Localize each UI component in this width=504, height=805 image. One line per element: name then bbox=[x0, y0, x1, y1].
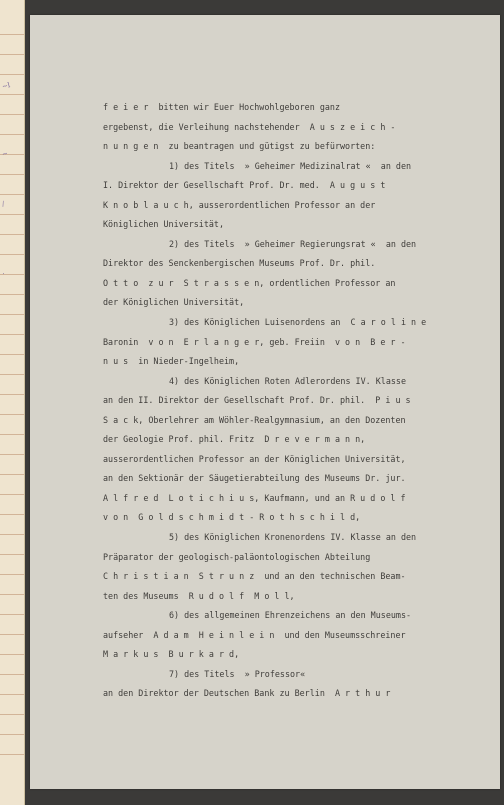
text-line: M a r k u s B u r k a r d, bbox=[103, 649, 240, 660]
strip-rule bbox=[0, 594, 24, 595]
handwriting-mark: ~ bbox=[1, 149, 9, 159]
strip-rule bbox=[0, 294, 24, 295]
text-line: Direktor des Senckenbergischen Museums Prof. Dr. phil. bbox=[103, 258, 376, 269]
text-line: n u s in Nieder-Ingelheim, bbox=[103, 356, 240, 367]
text-line: O t t o z u r S t r a s s e n, ordentlichen Professor an bbox=[103, 277, 396, 288]
text-line: an den Direktor der Deutschen Bank zu Berlin A r t h u r bbox=[103, 688, 391, 699]
strip-rule bbox=[0, 634, 24, 635]
strip-rule bbox=[0, 74, 24, 75]
strip-rule bbox=[0, 654, 24, 655]
strip-rule bbox=[0, 354, 24, 355]
strip-rule bbox=[0, 374, 24, 375]
text-line: 7) des Titels » Professor« bbox=[169, 668, 306, 679]
text-line: 1) des Titels » Geheimer Medizinalrat « an den bbox=[169, 160, 412, 171]
strip-rule bbox=[0, 754, 24, 755]
text-line: ausserordentlichen Professor an der Königlichen Universität, bbox=[103, 453, 406, 464]
text-line: Königlichen Universität, bbox=[103, 219, 225, 230]
text-line: der Geologie Prof. phil. Fritz D r e v e r m a n n, bbox=[103, 434, 366, 445]
text-line: v o n G o l d s c h m i d t - R o t h s c h i l d, bbox=[103, 512, 361, 523]
strip-rule bbox=[0, 574, 24, 575]
text-line: ten des Museums R u d o l f M o l l, bbox=[103, 590, 295, 601]
strip-rule bbox=[0, 414, 24, 415]
strip-rule bbox=[0, 694, 24, 695]
text-line: 2) des Titels » Geheimer Regierungsrat « an den bbox=[169, 238, 417, 249]
text-line: 5) des Königlichen Kronenordens IV. Klasse an den bbox=[169, 532, 417, 543]
strip-rule bbox=[0, 314, 24, 315]
strip-rule bbox=[0, 134, 24, 135]
handwriting-mark: / bbox=[1, 199, 6, 209]
strip-rule bbox=[0, 734, 24, 735]
strip-rule bbox=[0, 454, 24, 455]
text-line: K n o b l a u c h, ausserordentlichen Professor an der bbox=[103, 199, 376, 210]
text-line: ergebenst, die Verleihung nachstehender A u s z e i c h - bbox=[103, 121, 396, 132]
strip-rule bbox=[0, 234, 24, 235]
text-line: I. Direktor der Gesellschaft Prof. Dr. med. A u g u s t bbox=[103, 180, 386, 191]
document-page bbox=[30, 15, 500, 789]
text-line: f e i e r bitten wir Euer Hochwohlgeboren ganz bbox=[103, 102, 340, 112]
strip-rule bbox=[0, 394, 24, 395]
text-line: an den Sektionär der Säugetierabteilung des Museums Dr. jur. bbox=[103, 473, 406, 484]
strip-rule bbox=[0, 194, 24, 195]
strip-rule bbox=[0, 94, 24, 95]
text-line: 6) des allgemeinen Ehrenzeichens an den Museums- bbox=[169, 610, 412, 621]
text-line: an den II. Direktor der Gesellschaft Prof. Dr. phil. P i u s bbox=[103, 395, 411, 406]
adjacent-page-strip bbox=[0, 0, 25, 805]
text-line: n u n g e n zu beantragen und gütigst zu befürworten: bbox=[103, 141, 376, 152]
handwriting-mark: . bbox=[1, 267, 6, 277]
text-line: A l f r e d L o t i c h i u s, Kaufmann, und an R u d o l f bbox=[103, 492, 406, 503]
strip-rule bbox=[0, 554, 24, 555]
strip-rule bbox=[0, 534, 24, 535]
handwriting-mark: ~l bbox=[1, 81, 11, 91]
strip-rule bbox=[0, 494, 24, 495]
strip-rule bbox=[0, 114, 24, 115]
text-line: Baronin v o n E r l a n g e r, geb. Freiin v o n B e r - bbox=[103, 336, 406, 347]
strip-rule bbox=[0, 174, 24, 175]
strip-rule bbox=[0, 254, 24, 255]
strip-rule bbox=[0, 54, 24, 55]
text-line: 3) des Königlichen Luisenordens an C a r o l i n e bbox=[169, 317, 427, 328]
letter-body bbox=[103, 98, 468, 704]
strip-rule bbox=[0, 514, 24, 515]
strip-rule bbox=[0, 614, 24, 615]
strip-rule bbox=[0, 714, 24, 715]
strip-rule bbox=[0, 334, 24, 335]
strip-rule bbox=[0, 434, 24, 435]
strip-rule bbox=[0, 674, 24, 675]
text-line: S a c k, Oberlehrer am Wöhler-Realgymnasium, an den Dozenten bbox=[103, 414, 406, 425]
strip-rule bbox=[0, 214, 24, 215]
text-line: C h r i s t i a n S t r u n z und an den technischen Beam- bbox=[103, 571, 406, 582]
strip-rule bbox=[0, 474, 24, 475]
text-line: Präparator der geologisch-paläontologischen Abteilung bbox=[103, 551, 371, 562]
text-line: 4) des Königlichen Roten Adlerordens IV. Klasse bbox=[169, 375, 406, 386]
strip-rule bbox=[0, 34, 24, 35]
text-line: aufseher A d a m H e i n l e i n und den Museumsschreiner bbox=[103, 629, 406, 640]
text-line: der Königlichen Universität, bbox=[103, 297, 245, 308]
